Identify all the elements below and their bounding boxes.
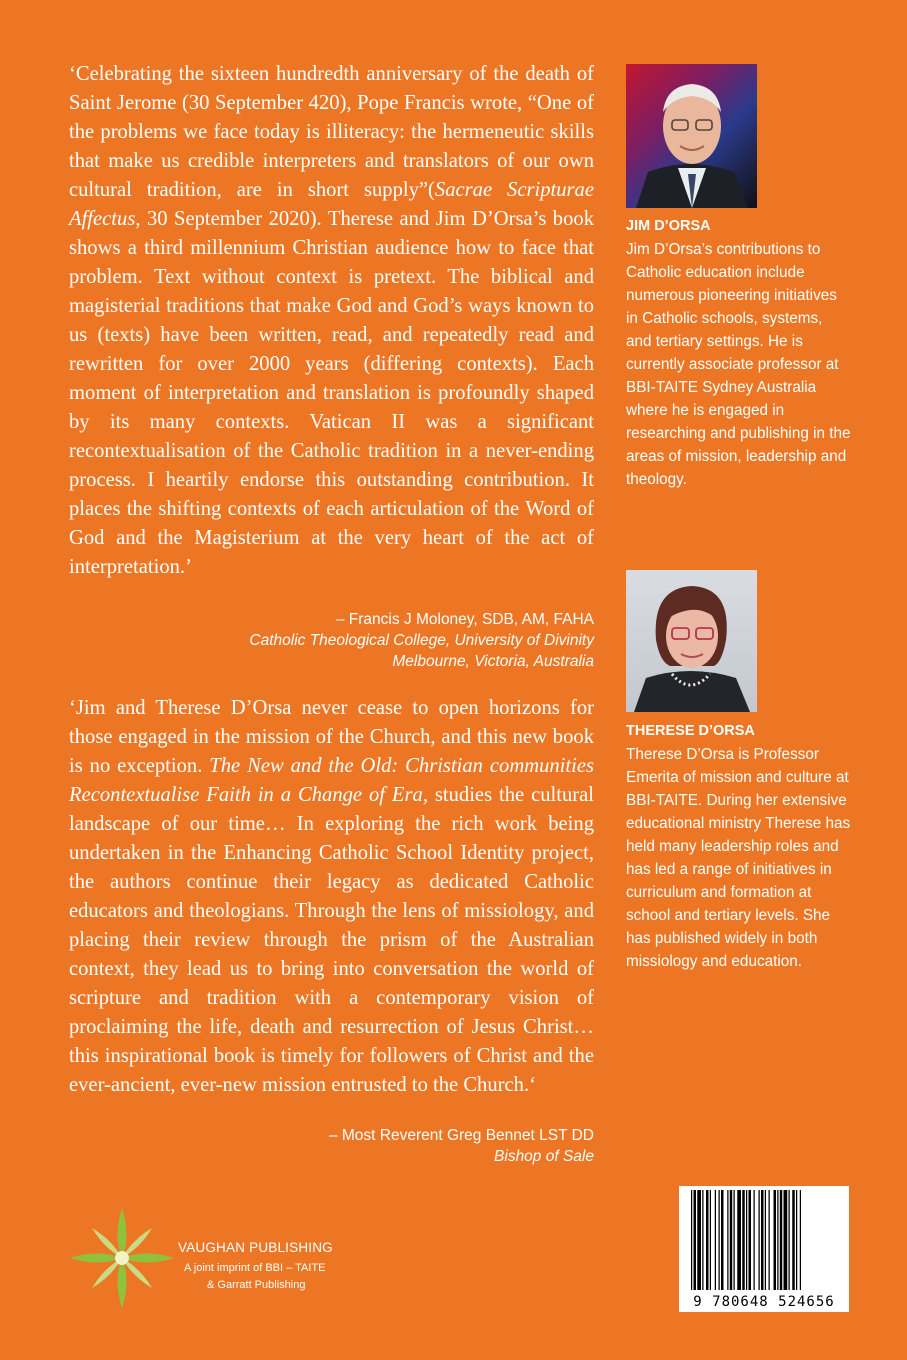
barcode-bar [777,1190,778,1290]
barcode-bar [694,1190,697,1290]
author-photo-therese [626,570,757,712]
barcode-bar [734,1190,735,1290]
barcode-bar [691,1190,692,1290]
author-bio-therese [626,720,851,973]
barcode-bar [796,1190,797,1290]
barcode-bar [727,1190,728,1290]
barcode-bar [754,1190,755,1290]
attribution-author: – Francis J Moloney, SDB, AM, FAHA [335,611,594,628]
quote-text-part: , studies the cultural landscape of our time… In exploring the rich work being undertaken in the Enhancing Catholic School Identity project, the authors continue their legacy as dedicated Catholic educators and theologians. Through the lens of missiology, and placing their review through the prism of the Australian context, they lead us to bring into conversation the world of scripture and tradition with a contemporary vision of proclaiming the life, death and resurrection of Jesus Christ… this inspirational book is timely for followers of Christ and the ever-ancient, ever-new mission entrusted to the Church.‘ [69,784,594,1096]
barcode-bar [710,1190,711,1290]
barcode-bar [702,1190,703,1290]
quote-attribution-bennet [329,1125,594,1167]
barcode-bar [742,1190,745,1290]
barcode-bar [719,1190,720,1290]
barcode-bar [715,1190,716,1290]
cited-work-title: Sacrae Scripturae Affectus [69,179,594,230]
barcode-bar [759,1190,760,1290]
author-bio-text: Jim D’Orsa’s contributions to Catholic education include numerous pioneering initiatives in Catholic schools, systems, and tertiary settings. He is currently associate professor at BBI-TAITE Sydney Australia where he is engaged in researching and publishing in the areas of mission, leadership and theology. [626,241,851,488]
quote-text-part: ‘Jim and Therese D’Orsa never cease to open horizons for those engaged in the mission of the Church, and this new book is no exception. [69,697,594,777]
author-name: JIM D’ORSA [626,218,711,234]
attribution-author: – Most Reverent Greg Bennet LST DD [328,1127,594,1144]
quote-text-part: , 30 September 2020). Therese and Jim D’Orsa’s book shows a third millennium Christian audience how to face that problem. Text without context is pretext. The biblical and magisterial traditions that make God and God’s ways known to us (texts) have been written, read, and repeatedly read and rewritten for over 2000 years (differing contexts). Each moment of interpretation and translation is profoundly shaped by its many contexts. Vatican II was a significant recontextualisation of the Catholic tradition in a never-ending process. I heartily endorse this outstanding contribution. It places the shifting contexts of each articulation of the Word of God and the Magisterium at the very heart of the act of interpretation.’ [69,208,594,578]
attribution-affiliation: Catholic Theological College, University of Divinity [249,632,594,649]
barcode-bar [730,1190,733,1290]
publisher-imprint-line: & Garratt Publishing [207,1279,306,1291]
barcode-bar [721,1190,724,1290]
barcode-bar [792,1190,795,1290]
publisher-logo-icon [67,1206,177,1310]
isbn-barcode [679,1186,849,1312]
endorsement-quote-bennet [69,694,594,1100]
barcode-bar [765,1190,766,1290]
barcode-bar [697,1190,701,1290]
barcode-bar [746,1190,747,1290]
quote-attribution-moloney [249,609,594,672]
barcode-bar [800,1190,801,1290]
author-bio-text: Therese D’Orsa is Professor Emerita of mission and culture at BBI-TAITE. During her extensive educational ministry Therese has held many leadership roles and has led a range of initiatives in curriculum and formation at school and tertiary levels. She has published widely in both missiology and education. [626,746,851,970]
barcode-bar [706,1190,709,1290]
attribution-location: Melbourne, Victoria, Australia [392,653,594,670]
isbn-digits: 9 780648 524656 [693,1294,835,1310]
barcode-bar [784,1190,788,1290]
publisher-name: VAUGHAN PUBLISHING [178,1240,333,1255]
author-photo-jim [626,64,757,208]
author-bio-jim [626,215,851,491]
publisher-imprint-line: A joint imprint of BBI – TAITE [184,1262,326,1274]
barcode-bar [749,1190,752,1290]
barcode-bar [774,1190,777,1290]
endorsement-quote-moloney [69,60,594,582]
barcode-bar [780,1190,783,1290]
barcode-bar [769,1190,770,1290]
barcode-bar [761,1190,764,1290]
book-title: The New and the Old: Christian communities Recontextualise Faith in a Change of Era [69,755,594,806]
attribution-affiliation: Bishop of Sale [494,1148,594,1165]
barcode-bar [789,1190,790,1290]
quote-text-part: ‘Celebrating the sixteen hundredth anniversary of the death of Saint Jerome (30 September 420), Pope Francis wrote, “One of the problems we face today is illiteracy: the hermeneutic skills that make us credible interpreters and translators of our own cultural tradition, are in short supply”( [69,63,594,201]
author-name: THERESE D’ORSA [626,723,755,739]
barcode-bar [737,1190,741,1290]
